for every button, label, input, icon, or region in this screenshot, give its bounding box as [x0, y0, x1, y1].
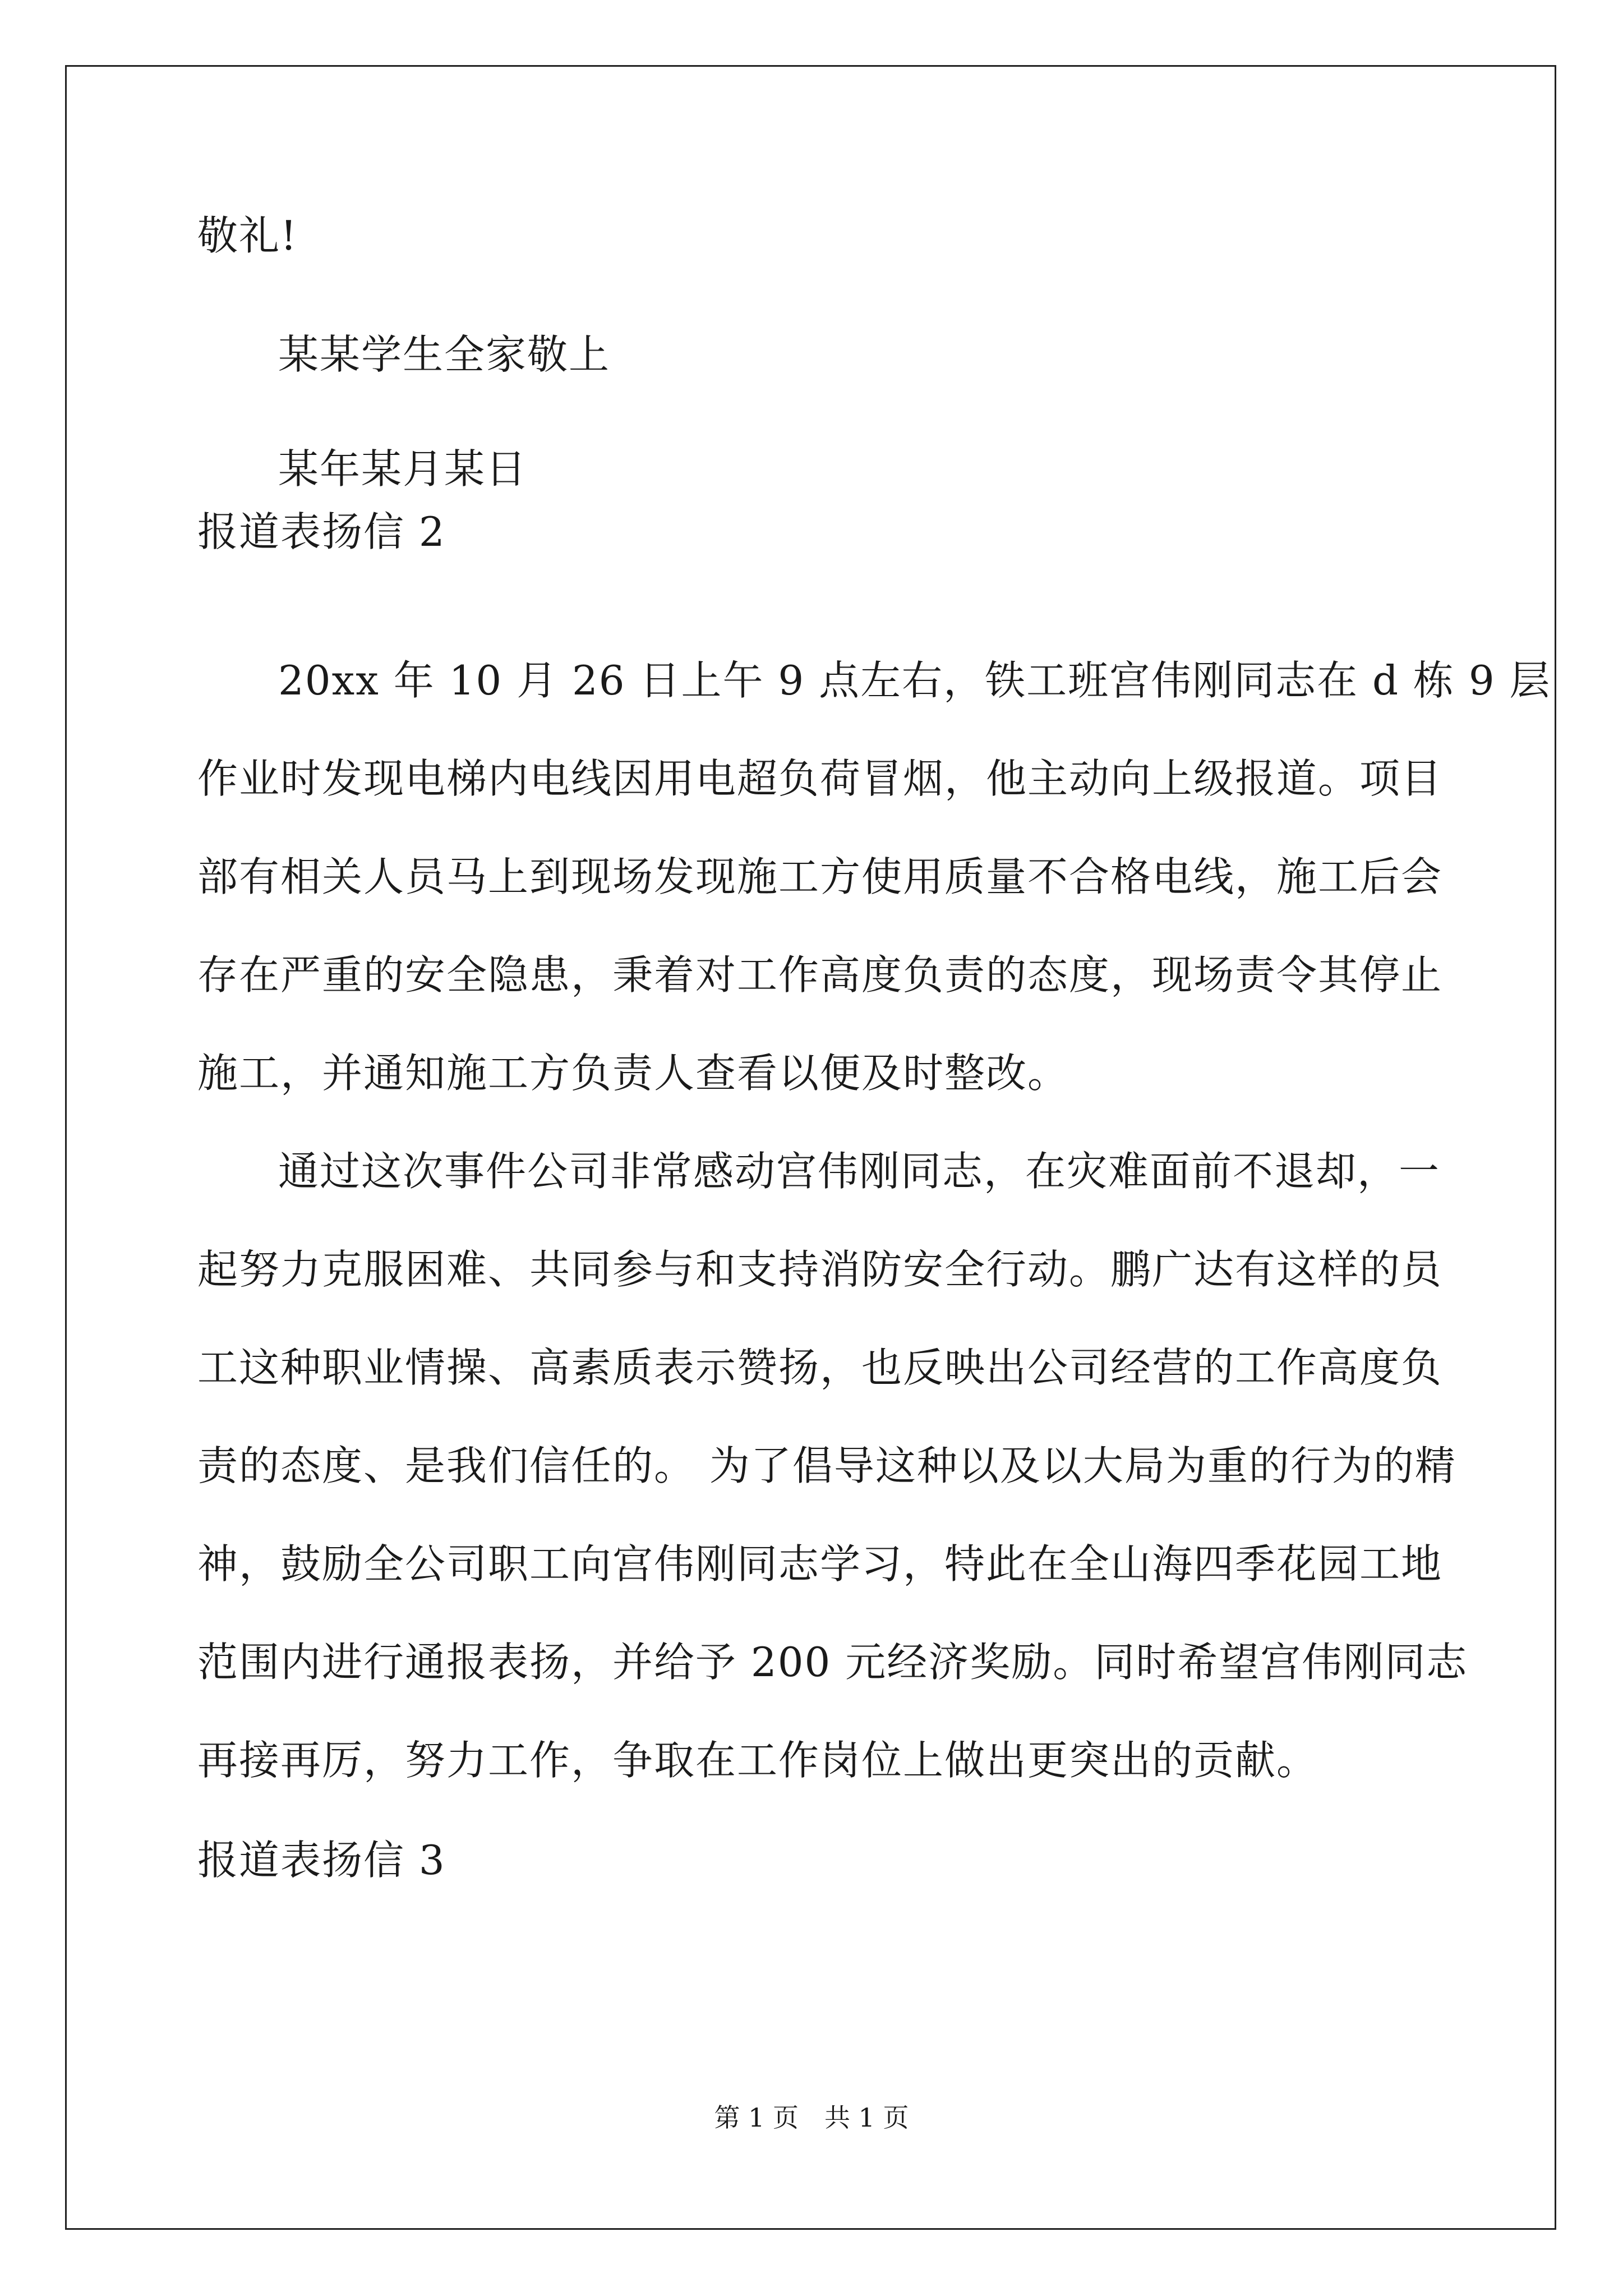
paragraph-line: 存在严重的安全隐患，秉着对工作高度负责的态度，现场责令其停止	[197, 951, 1443, 999]
paragraph-line: 施工，并通知施工方负责人查看以便及时整改。	[197, 1050, 1069, 1097]
paragraph-line: 通过这次事件公司非常感动宫伟刚同志，在灾难面前不退却，一	[278, 1148, 1441, 1195]
paragraph-line: 再接再厉，努力工作，争取在工作岗位上做出更突出的贡献。	[197, 1737, 1318, 1784]
page-footer: 第 1 页 共 1 页	[714, 2102, 909, 2133]
paragraph-line: 工这种职业情操、高素质表示赞扬，也反映出公司经营的工作高度负	[197, 1344, 1443, 1391]
closing-signature: 某某学生全家敬上	[278, 331, 611, 378]
closing-date: 某年某月某日	[278, 445, 528, 493]
paragraph-line: 起努力克服困难、共同参与和支持消防安全行动。鹏广达有这样的员	[197, 1246, 1443, 1293]
section-heading-3: 报道表扬信 3	[197, 1837, 446, 1884]
closing-salutation: 敬礼!	[197, 212, 298, 259]
section-heading-2: 报道表扬信 2	[197, 508, 446, 555]
paragraph-line: 责的态度、是我们信任的。 为了倡导这种以及以大局为重的行为的精	[197, 1442, 1456, 1489]
paragraph-line: 20xx 年 10 月 26 日上午 9 点左右，铁工班宫伟刚同志在 d 栋 9 层	[278, 657, 1551, 704]
paragraph-line: 作业时发现电梯内电线因用电超负荷冒烟，他主动向上级报道。项目	[197, 755, 1443, 802]
paragraph-line: 范围内进行通报表扬，并给予 200 元经济奖励。同时希望宫伟刚同志	[197, 1639, 1468, 1686]
paragraph-line: 部有相关人员马上到现场发现施工方使用质量不合格电线，施工后会	[197, 853, 1443, 900]
paragraph-line: 神，鼓励全公司职工向宫伟刚同志学习，特此在全山海四季花园工地	[197, 1540, 1443, 1588]
